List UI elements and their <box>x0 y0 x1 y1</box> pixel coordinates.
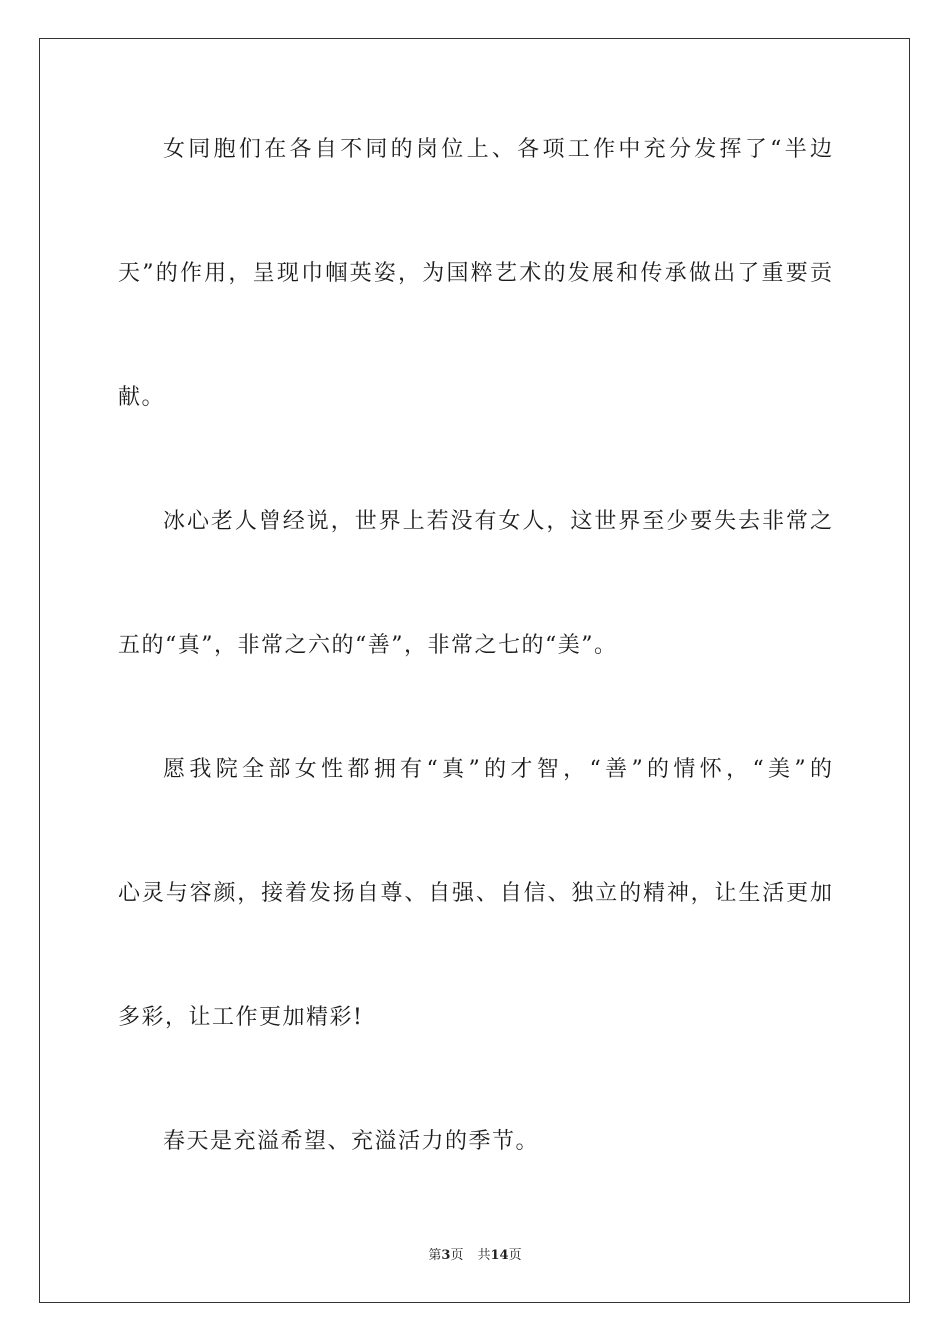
paragraph-3-line-1: 愿我院全部女性都拥有“真”的才智，“善”的情怀，“美”的 <box>163 757 832 782</box>
footer-page-prefix: 第 <box>428 1248 442 1263</box>
footer-total-suffix: 页 <box>508 1248 522 1263</box>
paragraph-3-line-2: 心灵与容颜，接着发扬自尊、自强、自信、独立的精神，让生活更加 <box>118 881 832 906</box>
paragraph-1-line-2: 天”的作用，呈现巾帼英姿，为国粹艺术的发展和传承做出了重要贡 <box>118 261 832 286</box>
paragraph-2-line-1: 冰心老人曾经说，世界上若没有女人，这世界至少要失去非常之 <box>163 509 832 534</box>
footer-page-number: 3 <box>441 1248 451 1263</box>
footer-total-pages: 14 <box>490 1248 509 1263</box>
page-footer <box>0 1247 950 1265</box>
footer-total-prefix: 共 <box>477 1248 491 1263</box>
page-frame <box>39 38 910 1303</box>
paragraph-3-line-3: 多彩，让工作更加精彩! <box>118 1005 364 1030</box>
footer-page-suffix: 页 <box>450 1248 464 1263</box>
paragraph-1-line-3: 献。 <box>118 385 166 410</box>
paragraph-1-line-1: 女同胞们在各自不同的岗位上、各项工作中充分发挥了“半边 <box>163 137 832 162</box>
paragraph-2-line-2: 五的“真”，非常之六的“善”，非常之七的“美”。 <box>118 633 618 658</box>
paragraph-4-line-1: 春天是充溢希望、充溢活力的季节。 <box>163 1129 540 1154</box>
